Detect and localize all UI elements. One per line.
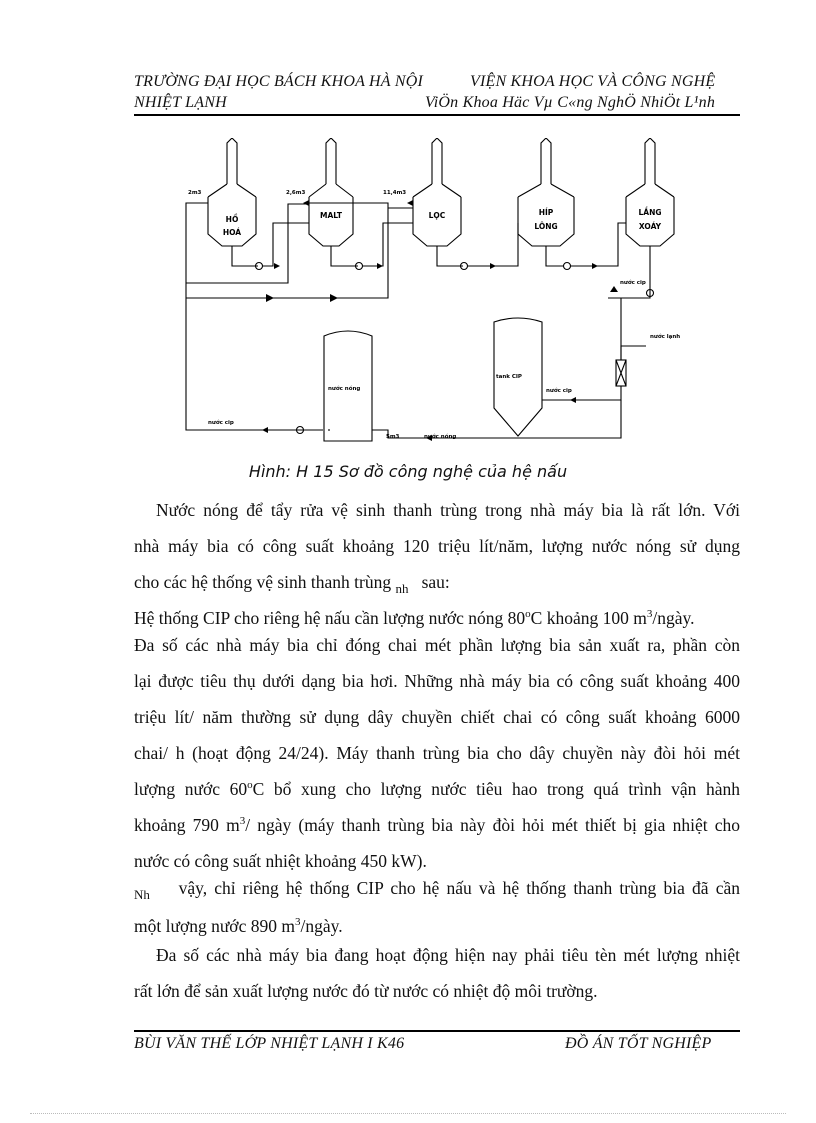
text-line: Đa số các nhà máy bia chỉ đóng chai mét phần lượng bia sản xuất ra, phần còn bbox=[134, 635, 740, 655]
cip-tank-label: tank CIP bbox=[496, 374, 522, 380]
header-institute-legacy-font: ViÖn Khoa Häc Vµ C«ng NghÖ NhiÖt L¹nh bbox=[425, 94, 716, 111]
text-line: cho các hệ thống vệ sinh thanh trùng $_{nh}$ sau: bbox=[134, 572, 450, 596]
text-line: lượng nước 60$^o$C bổ xung cho lượng nước tiêu hao trong quá trình vận hành bbox=[134, 779, 741, 799]
text-line: triệu lít/ năm thường sử dụng dây chuyền chiết chai có công suất khoảng 6000 bbox=[134, 707, 740, 727]
return-label: nước cip bbox=[620, 280, 646, 286]
text-line: nước có công suất nhiệt khoảng 450 kW). bbox=[134, 851, 427, 871]
text-line: Nước nóng để tẩy rửa vệ sinh thanh trùng trong nhà máy bia là rất lớn. Với bbox=[156, 500, 740, 520]
brewhouse-process-diagram bbox=[178, 138, 698, 450]
footer-title: ĐỒ ÁN TỐT NGHIỆP bbox=[565, 1035, 712, 1052]
tank-3-volume: 11,4m3 bbox=[383, 190, 407, 196]
header-university: TRƯỜNG ĐẠI HỌC BÁCH KHOA HÀ NỘI bbox=[134, 73, 424, 90]
hot-out-label: nước nóng bbox=[424, 434, 457, 440]
tank-ho-hoa bbox=[208, 138, 258, 266]
text-line: $_{Nh}$ vậy, chỉ riêng hệ thống CIP cho hệ nấu và hệ thống thanh trùng bia đã cần bbox=[134, 878, 740, 902]
text-line: một lượng nước 890 $m^3$/ngày. bbox=[134, 916, 343, 936]
paragraph-1 bbox=[134, 492, 740, 602]
footer-rule bbox=[134, 1030, 740, 1032]
tank-1-label-l2: HOÁ bbox=[222, 228, 242, 237]
tank-malt bbox=[309, 138, 358, 266]
tank-5-label-l2: XOÁY bbox=[638, 222, 662, 231]
tank-3-label: LỌC bbox=[428, 211, 446, 220]
text-line: Hệ thống CIP cho riêng hệ nấu cần lượng nước nóng 80$^o$C khoảng 100 $m^3$/ngày. bbox=[134, 608, 695, 628]
text-line: rất lớn để sản xuất lượng nước đó từ nước có nhiệt độ môi trường. bbox=[134, 981, 598, 1001]
footer-author: BÙI VĂN THẾ LỚP NHIỆT LẠNH I K46 bbox=[134, 1035, 405, 1052]
tank-4-label-l1: HÍP bbox=[538, 208, 554, 217]
cold-in-label: nước lạnh bbox=[650, 334, 681, 340]
text-line: chai/ h (hoạt động 24/24). Máy thanh trùng bia cho dây chuyền này đòi hỏi mét bbox=[134, 743, 740, 763]
tank-4-label-l2: LÔNG bbox=[534, 222, 558, 231]
text-line: lại được tiêu thụ dưới dạng bia hơi. Những nhà máy bia có công suất khoảng 400 bbox=[134, 671, 740, 691]
header-department: NHIỆT LẠNH bbox=[134, 94, 227, 111]
vol-5m3-label: 5m3 bbox=[386, 434, 400, 440]
tank-2-label: MALT bbox=[320, 211, 342, 220]
tank-loc bbox=[413, 138, 463, 266]
tank-5-label-l1: LẮNG bbox=[638, 208, 662, 217]
cip-in-label: nước cip bbox=[546, 388, 572, 394]
tank-1-volume: 2m3 bbox=[188, 190, 202, 196]
tank-hip-long bbox=[518, 138, 574, 266]
text-line: nhà máy bia có công suất khoảng 120 triệu lít/năm, lượng nước nóng sử dụng bbox=[134, 536, 740, 556]
tank-1-label-l1: HỒ bbox=[225, 215, 239, 224]
text-line: Đa số các nhà máy bia đang hoạt động hiện nay phải tiêu tèn mét lượng nhiệt bbox=[156, 945, 740, 965]
hot-tank-label: nước nóng bbox=[328, 386, 361, 392]
header-rule bbox=[134, 114, 740, 116]
paragraph-3 bbox=[134, 627, 740, 879]
paragraph-5 bbox=[134, 937, 740, 1009]
tank-2-volume: 2,6m3 bbox=[286, 190, 306, 196]
cip-out-label: nước cip bbox=[208, 420, 234, 426]
figure-caption: Hình: H 15 Sơ đồ công nghệ của hệ nấu bbox=[248, 462, 568, 481]
text-line: khoảng 790 $m^3/$ ngày (máy thanh trùng bia này đòi hỏi mét thiết bị gia nhiệt cho bbox=[134, 815, 740, 835]
page-bottom-dotted-line bbox=[30, 1113, 786, 1114]
header-institute: VIỆN KHOA HỌC VÀ CÔNG NGHỆ bbox=[470, 73, 716, 90]
paragraph-4 bbox=[134, 870, 740, 944]
